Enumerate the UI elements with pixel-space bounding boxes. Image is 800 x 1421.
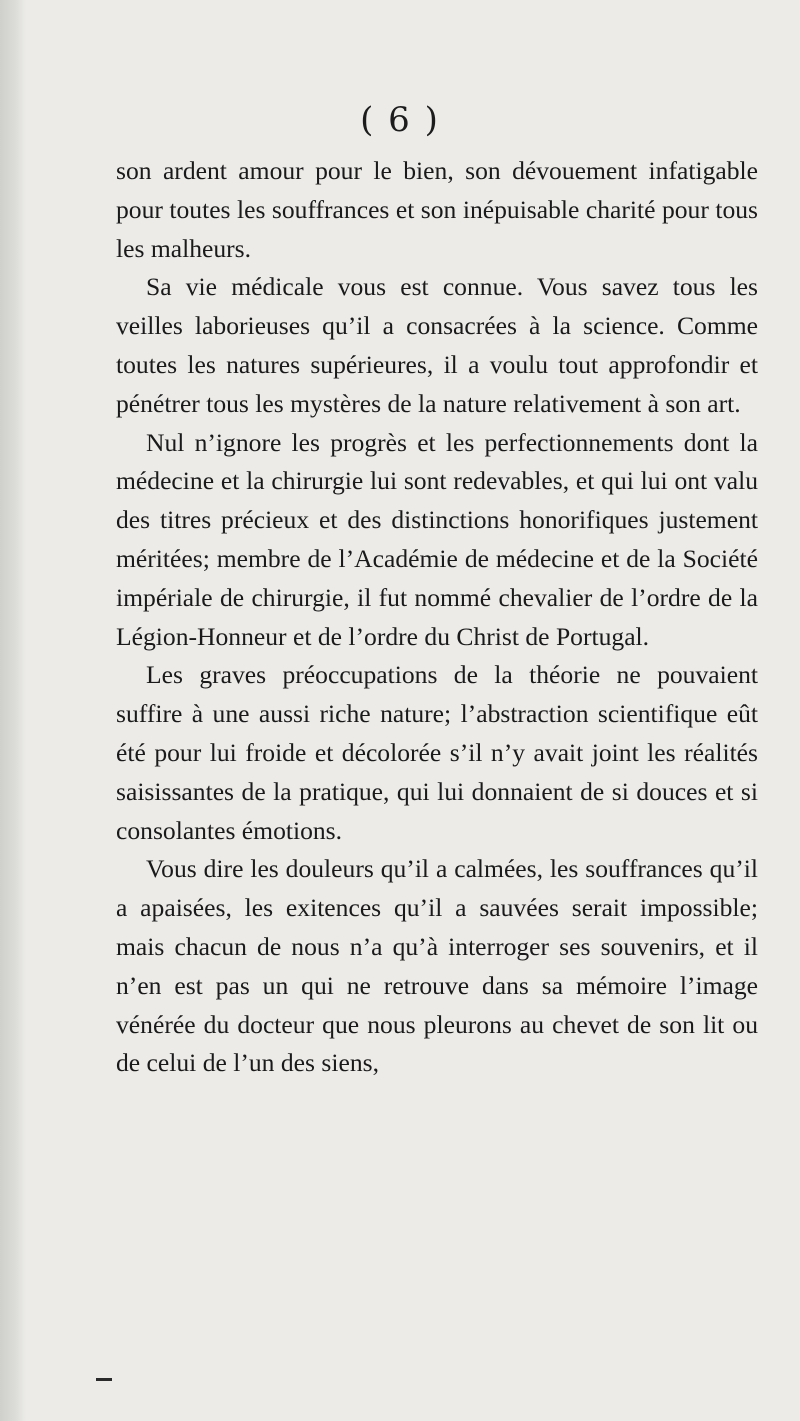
paragraph: Nul n’ignore les progrès et les perfectionnements dont la médecine et la chirurgie lui sont redevables, et qui lui ont valu des titres précieux et des distinctions honorifiques justement méritées; membre de l’Académie de médecine et de la Société impériale de chirurgie, il fut nommé chevalier de l’ordre de la Légion-Honneur et de l’ordre du Christ de Portugal.	[116, 427, 758, 651]
page-gutter-shadow	[0, 0, 26, 1421]
page-number: ( 6 )	[360, 100, 440, 140]
paragraph: Vous dire les douleurs qu’il a calmées, les souffrances qu’il a apaisées, les exitences qu’il a sauvées serait impossible; mais chacun de nous n’a qu’à interroger ses souvenirs, et il n’en est pas un qui ne retrouve dans sa mémoire l’image vénérée du docteur que nous pleurons au chevet de son lit ou de celui de l’un des siens,	[116, 854, 758, 1078]
ink-mark	[96, 1378, 112, 1381]
paragraph: Les graves préoccupations de la théorie ne pouvaient suffire à une aussi riche nature; l’abstraction scientifique eût été pour lui froide et décolorée s’il n’y avait joint les réalités saisissantes de la pratique, qui lui donnaient de si douces et si consolantes émotions.	[116, 660, 758, 845]
paragraph: Sa vie médicale vous est connue. Vous savez tous les veilles laborieuses qu’il a consacrées à la science. Comme toutes les natures supérieures, il a voulu tout approfondir et pénétrer tous les mystères de la nature relativement à son art.	[116, 272, 758, 418]
body-text	[116, 152, 758, 1083]
paragraph-continuation: son ardent amour pour le bien, son dévouement infatigable pour toutes les souffrances et son inépuisable charité pour tous les malheurs.	[116, 156, 758, 263]
